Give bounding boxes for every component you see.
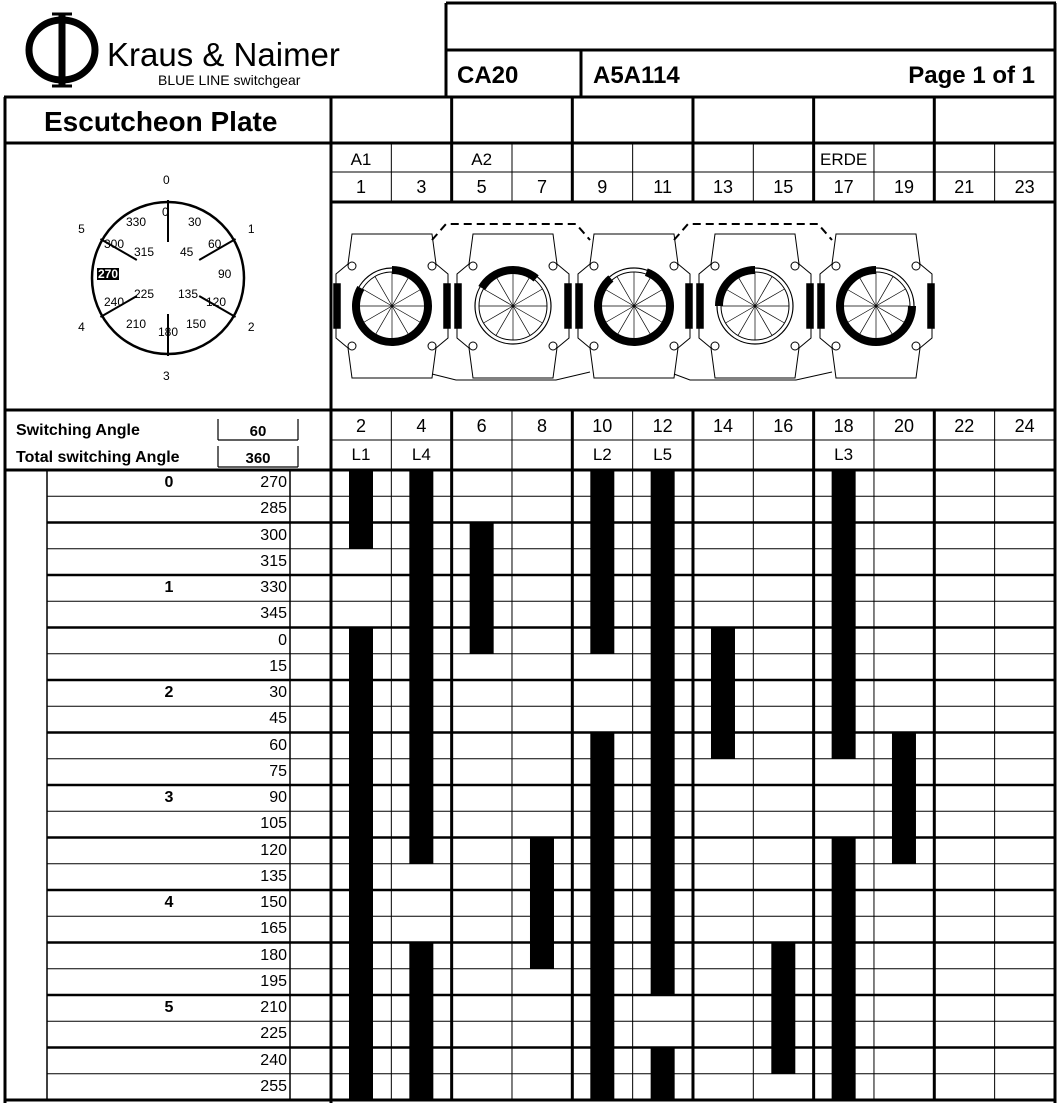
contact-bar	[590, 470, 614, 654]
terminal-bottom-number: 22	[954, 416, 975, 436]
terminal-bottom-label: L5	[653, 445, 673, 464]
terminal-bottom-number: 8	[536, 416, 547, 436]
dial-angle-label: 240	[104, 295, 125, 309]
angle-cell: 75	[269, 762, 287, 780]
terminal-bottom-number: 2	[355, 416, 366, 436]
terminal-top-number: 13	[712, 177, 733, 197]
angle-cell: 240	[260, 1051, 287, 1069]
terminal-top-number: 7	[536, 177, 547, 197]
dial-angle-label: 225	[134, 287, 155, 301]
terminal-bottom-number: 12	[652, 416, 673, 436]
terminal-top-number: 5	[476, 177, 487, 197]
total-switching-angle-label: Total switching Angle	[16, 449, 180, 466]
contact-bar	[349, 628, 373, 1101]
dial-angle-label: 270	[98, 267, 119, 281]
dial-angle-label: 180	[158, 325, 179, 339]
dial-angle-label: 90	[218, 267, 232, 281]
dial-position-label: 0	[163, 173, 170, 187]
contact-bar	[892, 733, 916, 864]
angle-cell: 180	[260, 946, 287, 964]
terminal-bottom-number: 18	[833, 416, 854, 436]
angle-cell: 15	[269, 657, 287, 675]
terminal-top-number: 17	[833, 177, 854, 197]
angle-cell: 225	[260, 1025, 287, 1043]
terminal-bottom-number: 24	[1014, 416, 1035, 436]
angle-cell: 195	[260, 972, 287, 990]
dial-angle-label: 135	[178, 287, 199, 301]
angle-cell: 315	[260, 552, 287, 570]
dial-angle-label: 210	[126, 317, 147, 331]
angle-cell: 210	[260, 999, 287, 1016]
terminal-bottom-number: 10	[592, 416, 613, 436]
dial-angle-label: 45	[180, 245, 194, 259]
dial-angle-label: 60	[208, 237, 222, 251]
terminal-top-number: 3	[416, 177, 427, 197]
terminal-top-number: 11	[653, 177, 672, 197]
terminal-top-label: A1	[350, 150, 372, 169]
angle-cell: 255	[260, 1077, 287, 1095]
switching-angle-label: Switching Angle	[16, 422, 140, 439]
terminal-bottom-number: 14	[712, 416, 733, 436]
terminal-bottom-label: L4	[411, 445, 431, 464]
terminal-bottom-number: 6	[476, 416, 487, 436]
angle-cell: 120	[260, 841, 287, 859]
dial-angle-label: 330	[126, 215, 147, 229]
terminal-top-number: 21	[954, 177, 975, 197]
angle-cell: 60	[269, 736, 287, 754]
switch-code: A5A114	[593, 62, 680, 89]
contact-bar	[711, 628, 735, 759]
page-indicator: Page 1 of 1	[908, 62, 1035, 89]
contact-bar	[590, 733, 614, 1101]
angle-cell: 0	[278, 631, 287, 649]
angle-cell: 30	[269, 684, 287, 701]
angle-cell: 90	[269, 789, 287, 806]
position-label: 3	[164, 789, 174, 806]
brand-name: Kraus & Naimer	[107, 36, 340, 73]
dial-angle-label: 315	[134, 245, 155, 259]
angle-cell: 345	[260, 605, 287, 623]
terminal-top-number: 23	[1014, 177, 1035, 197]
contact-bar	[409, 943, 433, 1101]
position-label: 0	[164, 474, 174, 491]
terminal-top-number: 1	[355, 177, 366, 197]
contact-bar	[349, 470, 373, 549]
angle-cell: 105	[260, 815, 287, 833]
contact-bar	[530, 838, 554, 969]
dial-angle-label: 0	[162, 205, 169, 219]
dial-position-label: 3	[163, 369, 170, 383]
terminal-bottom-label: L2	[592, 445, 612, 464]
angle-cell: 150	[260, 894, 287, 911]
contact-bar	[470, 523, 494, 654]
logo-icon	[29, 14, 95, 86]
terminal-bottom-label: L3	[834, 445, 854, 464]
position-label: 4	[164, 894, 174, 911]
total-switching-angle-value: 360	[245, 450, 271, 467]
angle-cell: 45	[269, 710, 287, 728]
dial-position-label: 4	[78, 320, 85, 334]
terminal-top-label: A2	[471, 150, 493, 169]
contact-bar	[832, 838, 856, 1101]
angle-cell: 270	[260, 474, 287, 491]
position-label: 1	[164, 579, 174, 596]
contact-bar	[651, 470, 675, 995]
terminal-bottom-label: L1	[351, 445, 371, 464]
terminal-top-number: 15	[773, 177, 794, 197]
angle-cell: 285	[260, 500, 287, 518]
position-label: 5	[164, 999, 174, 1016]
contact-bar	[832, 470, 856, 759]
series-code: CA20	[457, 62, 519, 89]
terminal-top-number: 9	[597, 177, 608, 197]
contact-bar	[651, 1048, 675, 1101]
switching-angle-value: 60	[249, 423, 267, 440]
angle-cell: 330	[260, 579, 287, 596]
terminal-bottom-number: 16	[773, 416, 794, 436]
dial-angle-label: 120	[206, 295, 227, 309]
terminal-bottom-number: 20	[893, 416, 914, 436]
angle-cell: 135	[260, 867, 287, 885]
contact-diagram-icon	[334, 224, 934, 380]
dial-angle-label: 150	[186, 317, 207, 331]
page-title: Escutcheon Plate	[44, 106, 278, 137]
terminal-top-label: ERDE	[820, 150, 868, 169]
terminal-top-number: 19	[893, 177, 914, 197]
angle-cell: 300	[260, 526, 287, 544]
position-label: 2	[164, 684, 174, 701]
contact-bar	[771, 943, 795, 1074]
brand-tagline: BLUE LINE switchgear	[158, 72, 301, 88]
terminal-bottom-number: 4	[416, 416, 427, 436]
dial-position-label: 2	[247, 320, 255, 334]
dial-position-label: 1	[247, 222, 255, 236]
angle-cell: 165	[260, 920, 287, 938]
dial-angle-label: 300	[104, 237, 125, 251]
contact-bar	[409, 470, 433, 864]
dial-angle-label: 30	[188, 215, 202, 229]
dial-position-label: 5	[78, 222, 85, 236]
